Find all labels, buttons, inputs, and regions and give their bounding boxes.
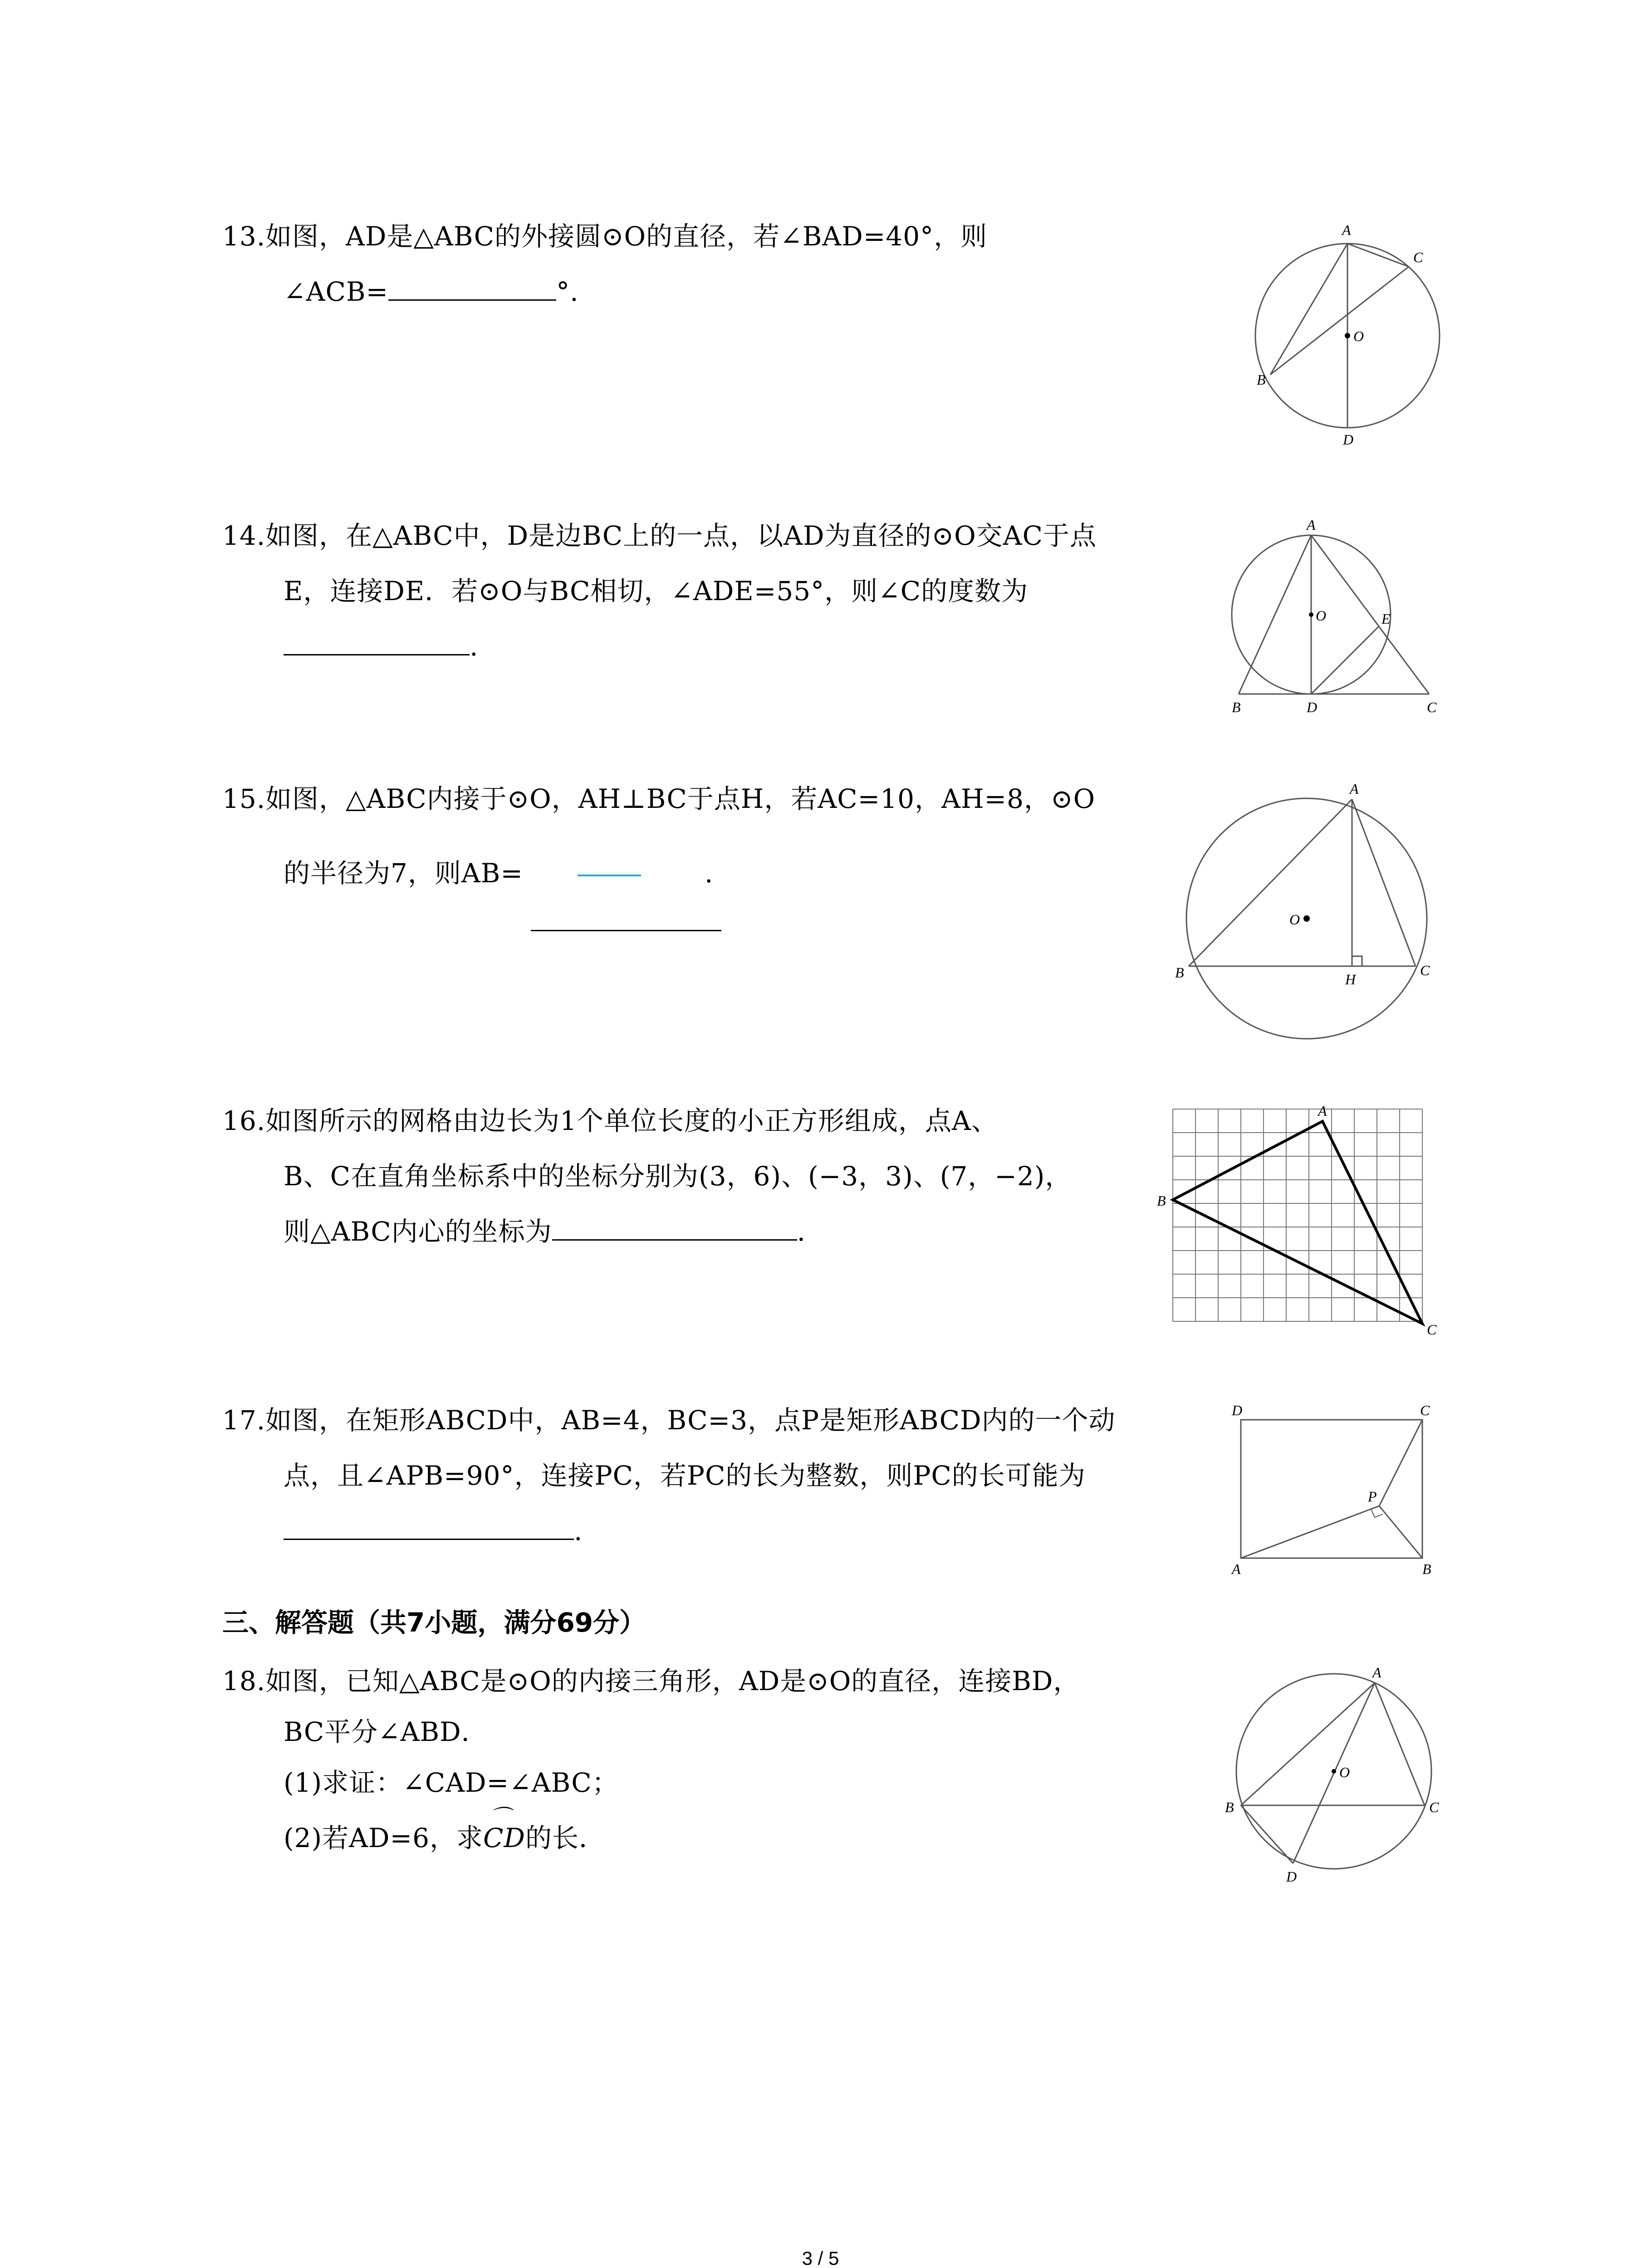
q18-label-O: O [1339,1764,1350,1780]
question-16 [222,1093,1072,1259]
q15-line-1 [222,771,1095,826]
q16-text-3-suffix: . [797,1216,806,1247]
q13-text-1: 如图，AD是△ABC的外接圆⊙O的直径，若∠BAD=40°，则 [265,221,988,252]
q17-line-2 [222,1448,1116,1503]
q18-arc-cd: ⌒ CD [483,1813,525,1863]
q16-label-A: A [1318,1103,1327,1119]
q14-label-D: D [1307,699,1318,715]
page-number: 3 / 5 [802,2248,839,2268]
question-15 [222,771,1095,901]
q16-line-3 [222,1204,1072,1259]
q13-label-A: A [1342,222,1351,238]
q13-number: 13. [222,221,266,252]
q17-label-A: A [1232,1561,1241,1577]
q17-text-2: 点，且∠APB=90°，连接PC，若PC的长为整数，则PC的长可能为 [284,1460,1086,1491]
q16-label-C: C [1427,1321,1437,1338]
q18-line-1 [222,1656,1080,1706]
q17-answer-blank[interactable] [284,1513,574,1540]
q15-text-2: 的半径为7，则AB= [284,858,524,889]
q17-label-P: P [1368,1488,1377,1505]
q18-part-1-text: (1)求证：∠CAD=∠ABC； [284,1767,619,1798]
q13-text-2: ∠ACB= [284,276,389,307]
q18-number: 18. [222,1666,266,1696]
q18-text-2: BC平分∠ABD． [284,1716,488,1747]
q13-figure [1225,213,1461,458]
q14-line-1 [222,508,1097,563]
q17-figure [1220,1397,1456,1588]
q15-label-C: C [1420,962,1430,978]
q14-number: 14. [222,520,266,551]
q17-line-1 [222,1393,1116,1448]
q18-label-C: C [1429,1799,1439,1815]
q17-label-B: B [1422,1561,1431,1577]
q14-line-3 [222,619,1097,674]
q17-text-1: 如图，在矩形ABCD中，AB=4，BC=3，点P是矩形ABCD内的一个动 [265,1405,1116,1436]
q18-label-D: D [1286,1868,1297,1885]
q16-text-2: B、C在直角坐标系中的坐标分别为(3，6)、(−3，3)、(7，−2)， [284,1161,1072,1192]
q15-text-1: 如图，△ABC内接于⊙O，AH⊥BC于点H，若AC=10，AH=8，⊙O [265,783,1096,814]
q15-label-B: B [1175,964,1184,981]
q14-label-C: C [1427,699,1437,715]
q18-part-2-suffix: 的长． [525,1823,606,1853]
q18-part-1 [222,1757,1080,1808]
q18-label-A: A [1372,1664,1381,1681]
q17-label-D: D [1232,1402,1243,1418]
q14-text-1: 如图，在△ABC中，D是边BC上的一点，以AD为直径的⊙O交AC于点 [265,520,1097,551]
q18-part-2-prefix: (2)若AD=6，求 [284,1823,484,1853]
q14-text-2: E，连接DE．若⊙O与BC相切，∠ADE=55°，则∠C的度数为 [284,576,1029,606]
q13-text-2-suffix: °. [556,276,579,307]
q16-answer-blank[interactable] [552,1214,797,1241]
q14-label-B: B [1232,699,1241,715]
q17-line-3 [222,1503,1116,1559]
question-14 [222,508,1097,674]
q13-label-B: B [1257,371,1266,388]
q17-text-3-suffix: . [574,1515,583,1546]
q15-text-2-suffix: . [705,858,714,889]
q14-figure [1220,513,1465,721]
q16-grid [1173,1109,1422,1321]
q18-text-1: 如图，已知△ABC是⊙O的内接三角形，AD是⊙O的直径，连接BD， [265,1666,1080,1696]
q15-teal-dash [578,875,641,876]
q13-label-O: O [1353,328,1364,344]
q16-number: 16. [222,1105,266,1136]
q13-line-1 [222,209,987,264]
q14-label-A: A [1307,517,1316,533]
q16-label-B: B [1157,1193,1166,1209]
q14-line-2 [222,563,1097,619]
q15-number: 15. [222,783,266,814]
q15-label-H: H [1345,971,1356,987]
q13-label-C: C [1413,249,1423,265]
q14-answer-blank[interactable] [284,629,470,655]
q16-line-2 [222,1149,1072,1204]
section-3-heading: 三、解答题（共7小题，满分69分） [222,1607,646,1638]
q13-label-D: D [1343,431,1354,448]
q18-line-2 [222,1706,1080,1757]
q15-line-2 [222,846,1095,901]
q15-answer-blank[interactable] [531,930,721,931]
q14-label-O: O [1316,607,1327,624]
q18-part-2 [222,1813,1080,1863]
q14-label-E: E [1381,611,1391,627]
q15-figure [1171,771,1497,1043]
q17-number: 17. [222,1405,266,1436]
q15-label-A: A [1350,781,1359,797]
q18-label-B: B [1225,1799,1234,1815]
q13-answer-blank[interactable] [388,274,556,301]
q16-figure [1148,1098,1465,1343]
q18-figure [1216,1656,1461,1892]
question-13 [222,209,987,319]
q16-text-1: 如图所示的网格由边长为1个单位长度的小正方形组成，点A、 [265,1105,998,1136]
question-18 [222,1656,1080,1863]
q17-label-C: C [1420,1402,1430,1418]
q15-label-O: O [1289,911,1300,928]
q16-text-3: 则△ABC内心的坐标为 [284,1216,552,1247]
q16-line-1 [222,1093,1072,1149]
q13-line-2 [222,264,987,319]
question-17 [222,1393,1116,1559]
q14-text-3-suffix: . [470,631,479,662]
